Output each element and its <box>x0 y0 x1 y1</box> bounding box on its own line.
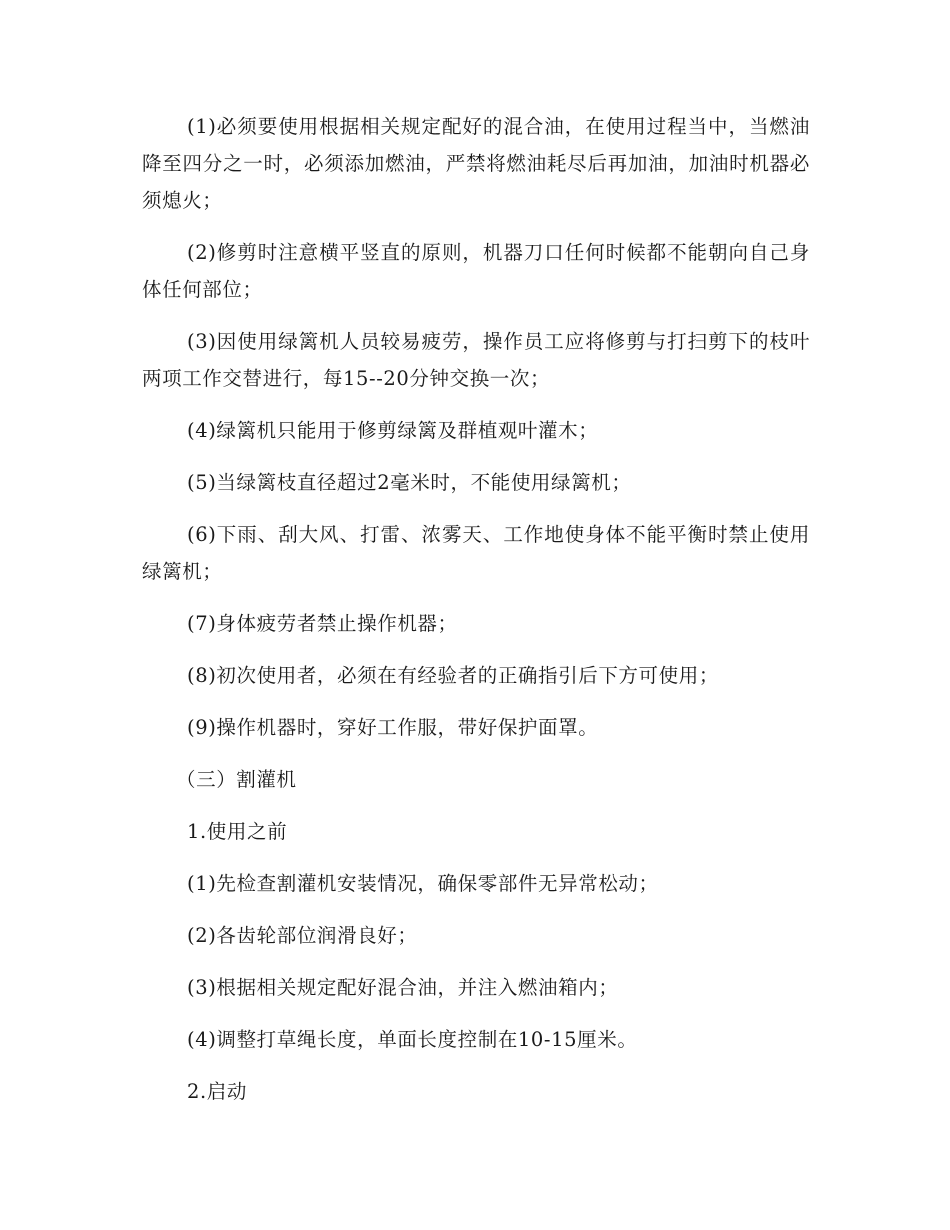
subheading-start: 2.启动 <box>187 1080 248 1103</box>
paragraph-cutter-line-length: (4)调整打草绳长度，单面长度控制在10-15厘米。 <box>187 1028 638 1051</box>
section-heading-brush-cutter: （三）割灌机 <box>176 768 297 791</box>
paragraph-cutter-lubrication: (2)各齿轮部位润滑良好； <box>187 924 418 947</box>
paragraph-cutter-inspection: (1)先检查割灌机安装情况，确保零部件无异常松动； <box>187 872 659 895</box>
paragraph-hedge-usage-scope: (4)绿篱机只能用于修剪绿篱及群植观叶灌木； <box>187 419 599 442</box>
paragraph-hedge-protective-gear: (9)操作机器时，穿好工作服，带好保护面罩。 <box>187 716 599 739</box>
paragraph-hedge-branch-diameter: (5)当绿篱枝直径超过2毫米时，不能使用绿篱机； <box>187 471 632 494</box>
paragraph-hedge-trim-direction: (2)修剪时注意横平竖直的原则，机器刀口任何时候都不能朝向自己身体任何部位； <box>142 241 810 301</box>
paragraph-hedge-first-use: (8)初次使用者，必须在有经验者的正确指引后下方可使用； <box>187 664 719 687</box>
document-page <box>142 108 810 1125</box>
paragraph-hedge-weather: (6)下雨、刮大风、打雷、浓雾天、工作地使身体不能平衡时禁止使用绿篱机； <box>142 523 810 583</box>
paragraph-hedge-fuel: (1)必须要使用根据相关规定配好的混合油，在使用过程当中，当燃油降至四分之一时，必须添加燃油，严禁将燃油耗尽后再加油，加油时机器必须熄火； <box>142 115 810 212</box>
paragraph-hedge-fatigue: (3)因使用绿篱机人员较易疲劳，操作员工应将修剪与打扫剪下的枝叶两项工作交替进行，每15--20分钟交换一次； <box>142 330 810 390</box>
paragraph-cutter-fuel-mix: (3)根据相关规定配好混合油，并注入燃油箱内； <box>187 976 619 999</box>
subheading-before-use: 1.使用之前 <box>187 820 288 843</box>
paragraph-hedge-tired-operator: (7)身体疲劳者禁止操作机器； <box>187 612 458 635</box>
